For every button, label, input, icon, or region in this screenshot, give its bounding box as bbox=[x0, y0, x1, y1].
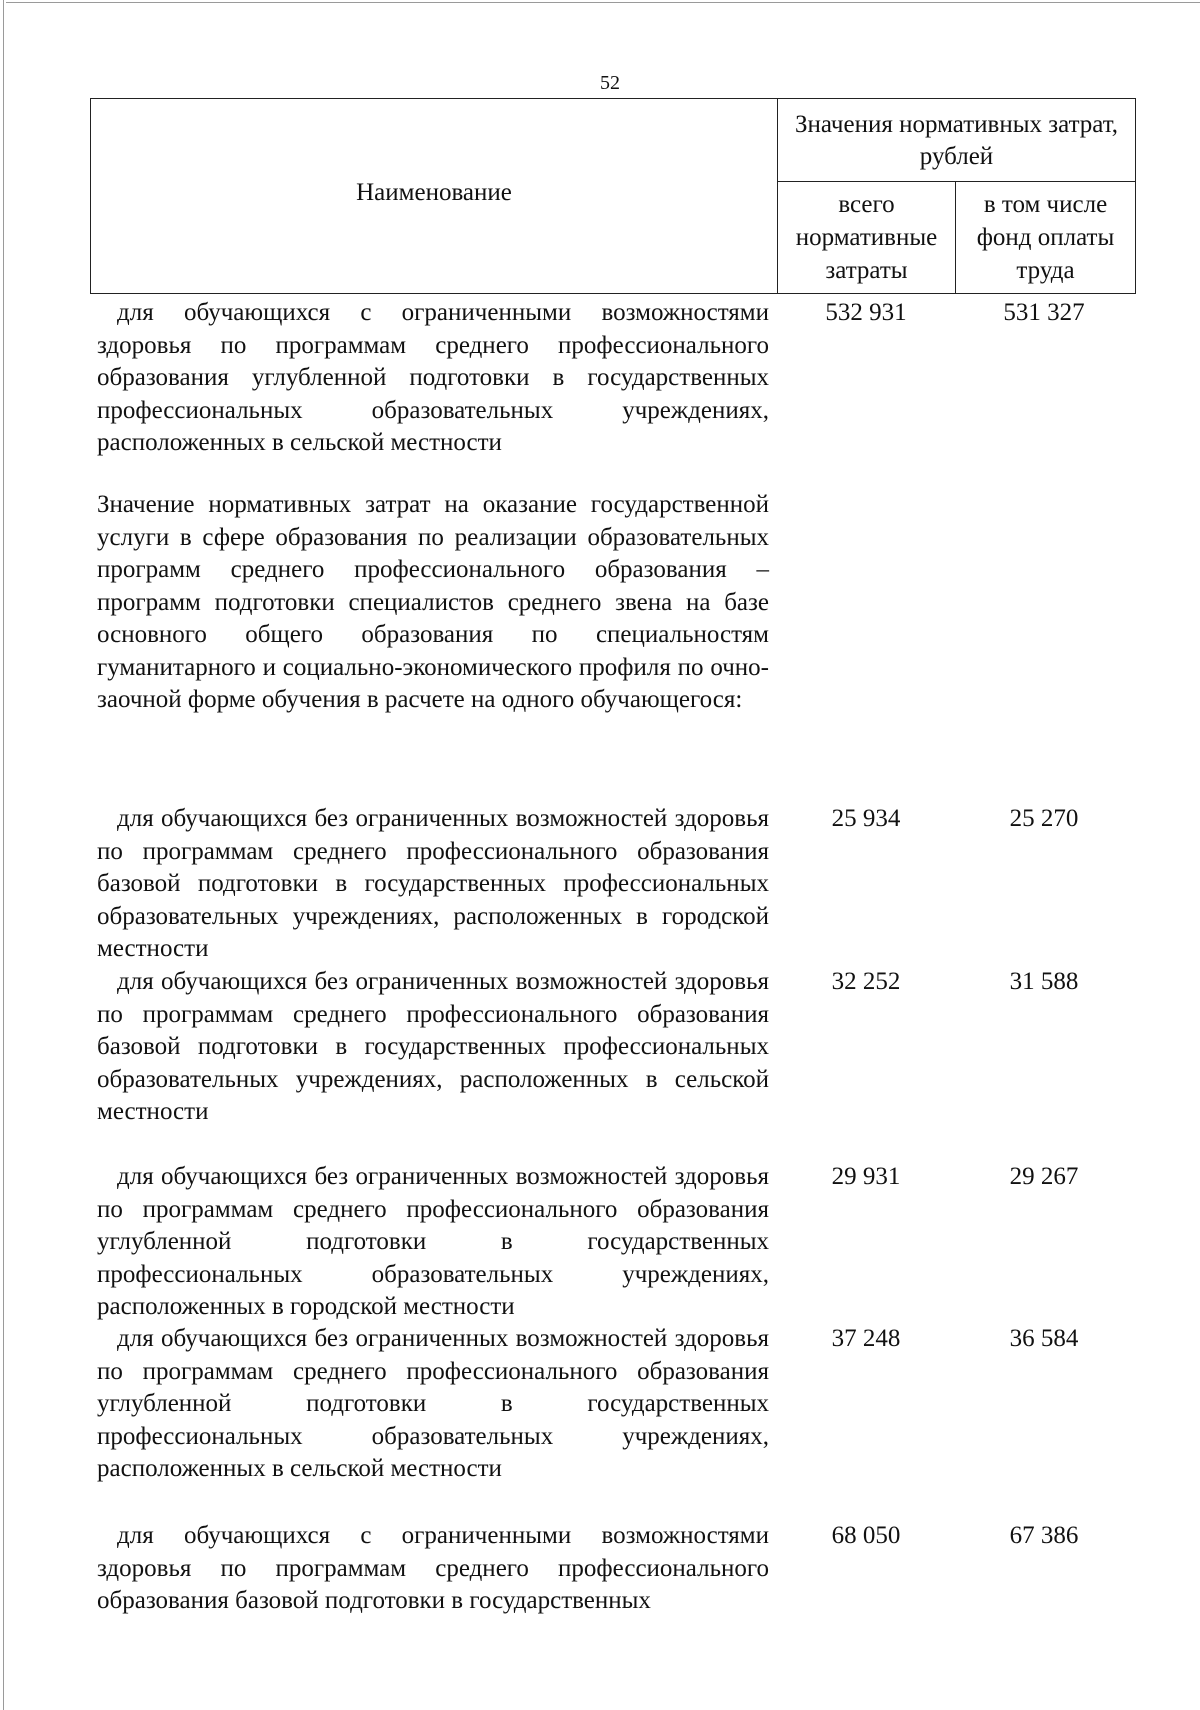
row-total-value: 68 050 bbox=[831, 1522, 901, 1549]
row-payroll-value: 31 588 bbox=[1009, 968, 1079, 995]
row-total-value: 37 248 bbox=[831, 1325, 901, 1352]
table-header bbox=[90, 98, 1136, 294]
row-name: для обучающихся без ограниченных возможностей здоровья по программам среднего профессионального образования базовой подготовки в государственных профессиональных образовательных учреждениях, расположенных в городской местности bbox=[97, 805, 769, 962]
row-name: для обучающихся без ограниченных возможностей здоровья по программам среднего профессионального образования углубленной подготовки в государственных профессиональных образовательных учреждениях, расположенных в городской местности bbox=[97, 1163, 769, 1320]
row-name: для обучающихся без ограниченных возможностей здоровья по программам среднего профессионального образования углубленной подготовки в государственных профессиональных образовательных учреждениях, расположенных в сельской местности bbox=[97, 1325, 769, 1482]
header-name-cell bbox=[91, 99, 778, 293]
row-payroll-value: 25 270 bbox=[1009, 805, 1079, 832]
scan-edge-left bbox=[3, 0, 4, 1710]
row-payroll-value: 531 327 bbox=[1003, 299, 1085, 326]
row-total-value: 32 252 bbox=[831, 968, 901, 995]
row-name: для обучающихся с ограниченными возможностями здоровья по программам среднего профессионального образования углубленной подготовки в государственных профессиональных образовательных учреждениях, расположенных в сельской местности bbox=[97, 299, 769, 456]
header-name-label: Наименование bbox=[356, 179, 512, 206]
row-total-value: 25 934 bbox=[831, 805, 901, 832]
scan-edge-top bbox=[6, 2, 1200, 3]
row-payroll-value: 67 386 bbox=[1009, 1522, 1079, 1549]
row-payroll-value: 36 584 bbox=[1009, 1325, 1079, 1352]
section-heading-text: Значение нормативных затрат на оказание государственной услуги в сфере образования по реализации образовательных программ среднего профессионального образования – программ подготовки специалистов среднего звена на базе основного общего образования по специальностям гуманитарного и социально-экономического профиля по очно-заочной форме обучения в расчете на одного обучающегося: bbox=[97, 491, 769, 713]
row-name: для обучающихся с ограниченными возможностями здоровья по программам среднего профессионального образования базовой подготовки в государственных bbox=[97, 1522, 769, 1614]
header-group-label: Значения нормативных затрат, рублей bbox=[778, 99, 1135, 182]
row-name: для обучающихся без ограниченных возможностей здоровья по программам среднего профессионального образования базовой подготовки в государственных профессиональных образовательных учреждениях, расположенных в сельской местности bbox=[97, 968, 769, 1125]
row-total-value: 29 931 bbox=[831, 1163, 901, 1190]
row-total-value: 532 931 bbox=[825, 299, 907, 326]
header-payroll-label: в том числе фонд оплаты труда bbox=[976, 191, 1115, 284]
page-number: 52 bbox=[600, 72, 620, 94]
header-total-label: всего нормативные затраты bbox=[778, 182, 956, 293]
row-payroll-value: 29 267 bbox=[1009, 1163, 1079, 1190]
